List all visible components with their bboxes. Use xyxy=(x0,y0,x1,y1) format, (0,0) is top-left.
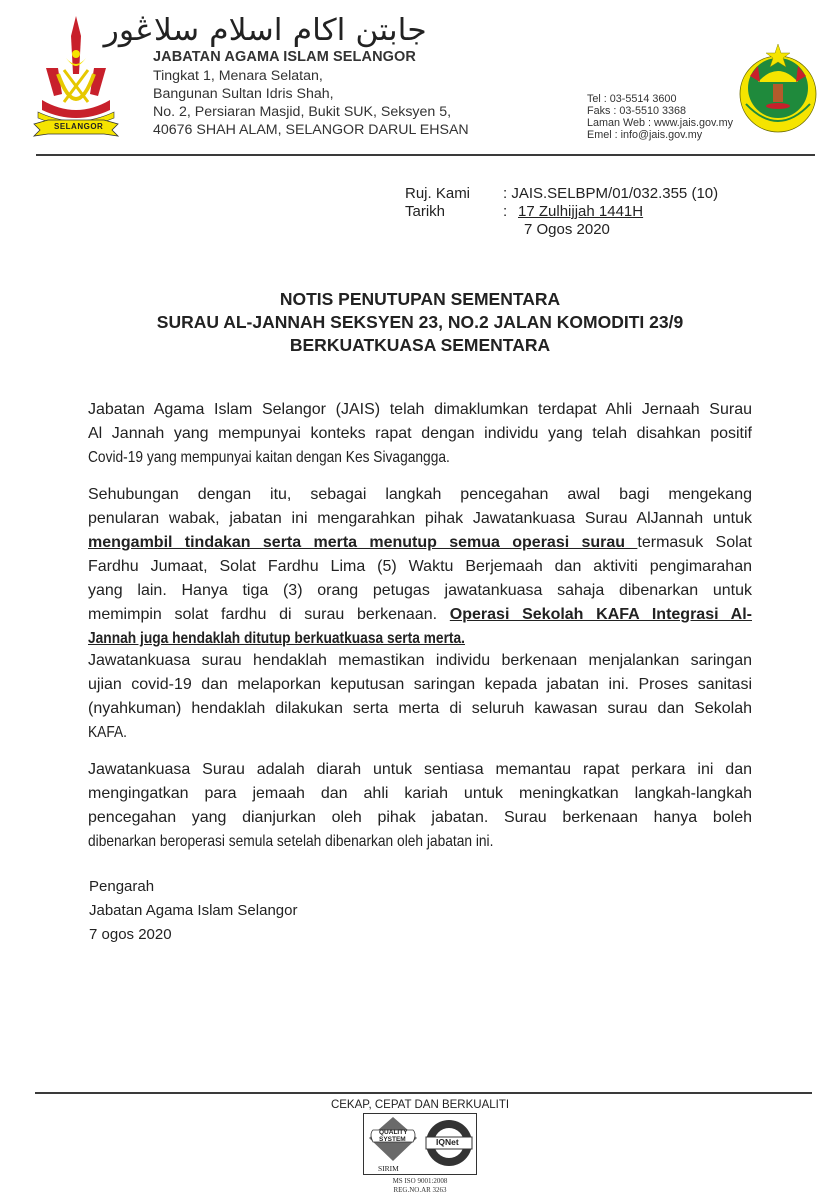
contact-web: Laman Web : www.jais.gov.my xyxy=(587,117,734,129)
registration-number: REG.NO.AR 3263 xyxy=(393,1186,447,1194)
address-line: No. 2, Persiaran Masjid, Bukit SUK, Seksyen 5, xyxy=(153,104,452,120)
contact-fax: Faks : 03-5510 3368 xyxy=(587,105,687,117)
contact-tel: Tel : 03-5514 3600 xyxy=(587,93,677,105)
notice-title: NOTIS PENUTUPAN SEMENTARA xyxy=(279,289,561,309)
jawi-org-name: جابتن اکام اسلام سلاڠور xyxy=(103,13,427,48)
jais-crest-icon xyxy=(728,42,828,134)
signatory-department: Jabatan Agama Islam Selangor xyxy=(89,902,298,919)
paragraph-4-line: pencegahan yang dianjurkan oleh pihak jabatan. Surau berkenaan hanya boleh xyxy=(88,809,752,826)
sirim-quality-icon xyxy=(368,1116,418,1162)
paragraph-4-line: dibenarkan beroperasi semula setelah dibenarkan oleh jabatan ini. xyxy=(88,833,494,850)
address-line: Tingkat 1, Menara Selatan, xyxy=(153,68,323,84)
paragraph-2-line: mengambil tindakan serta merta menutup semua operasi surau termasuk Solat xyxy=(88,534,752,551)
contact-email: Emel : info@jais.gov.my xyxy=(587,129,703,141)
notice-subtitle: SURAU AL-JANNAH SEKSYEN 23, NO.2 JALAN KOMODITI 23/9 xyxy=(156,312,684,332)
org-name: JABATAN AGAMA ISLAM SELANGOR xyxy=(153,49,416,65)
crest-label: SELANGOR xyxy=(54,122,104,131)
address-line: Bangunan Sultan Idris Shah, xyxy=(153,86,334,102)
paragraph-1-line: Covid-19 yang mempunyai kaitan dengan Kes Sivagangga. xyxy=(88,449,450,466)
ruj-label: Ruj. Kami xyxy=(405,185,471,202)
quality-label: QUALITY xyxy=(379,1129,408,1136)
paragraph-1-line: Jabatan Agama Islam Selangor (JAIS) telah dimaklumkan terdapat Ahli Jernaah Surau xyxy=(88,401,752,418)
emphasis-kafa: Operasi Sekolah KAFA Integrasi Al- xyxy=(449,606,752,623)
certification-box xyxy=(363,1113,477,1175)
paragraph-3-line: Jawatankuasa surau hendaklah memastikan individu berkenaan menjalankan saringan xyxy=(88,652,752,669)
paragraph-2-line: memimpin solat fardhu di surau berkenaan. Operasi Sekolah KAFA Integrasi Al- xyxy=(88,606,752,623)
system-label: SYSTEM xyxy=(379,1136,406,1143)
address-line: 40676 SHAH ALAM, SELANGOR DARUL EHSAN xyxy=(153,122,469,138)
notice-subtitle: BERKUATKUASA SEMENTARA xyxy=(289,335,551,355)
ruj-value: : JAIS.SELBPM/01/032.355 (10) xyxy=(503,185,719,202)
paragraph-4-line: Jawatankuasa Surau adalah diarah untuk sentiasa memantau rapat perkara ini dan xyxy=(88,761,752,778)
emphasis-closure: mengambil tindakan serta merta menutup semua operasi surau xyxy=(88,534,638,551)
emphasis-kafa: Jannah juga hendaklah ditutup berkuatkuasa serta merta. xyxy=(88,630,465,647)
tarikh-colon: : xyxy=(503,203,508,220)
footer-divider xyxy=(35,1092,812,1094)
paragraph-4-line: mengingatkan para jemaah dan ahli kariah untuk meningkatkan langkah-langkah xyxy=(88,785,752,802)
header-divider xyxy=(36,154,815,156)
paragraph-2-line xyxy=(88,629,752,649)
paragraph-3-line: ujian covid-19 dan melaporkan keputusan saringan kepada jabatan ini. Proses sanitasi xyxy=(88,676,752,693)
footer-motto: CEKAP, CEPAT DAN BERKUALITI xyxy=(330,1099,510,1111)
paragraph-2-line: Fardhu Jumaat, Solat Fardhu Lima (5) Waktu Berjemaah dan aktiviti pengimarahan xyxy=(88,558,752,575)
iqnet-icon xyxy=(424,1118,474,1168)
paragraph-3-line: (nyahkuman) hendaklah dilakukan serta merta di seluruh kawasan surau dan Sekolah xyxy=(88,700,752,717)
tarikh-label: Tarikh xyxy=(405,203,446,220)
paragraph-2-line: penularan wabak, jabatan ini mengarahkan pihak Jawatankuasa Surau AlJannah untuk xyxy=(88,510,752,527)
tarikh-masihi: 7 Ogos 2020 xyxy=(524,221,610,238)
tarikh-hijri: 17 Zulhijjah 1441H xyxy=(518,203,644,220)
signatory-title: Pengarah xyxy=(89,878,155,895)
signature-date: 7 ogos 2020 xyxy=(89,926,172,943)
paragraph-3-line: KAFA. xyxy=(88,724,128,741)
paragraph-1-line: Al Jannah yang mempunyai konteks rapat dengan individu yang telah disahkan positif xyxy=(88,425,752,442)
paragraph-2-line: Sehubungan dengan itu, sebagai langkah pencegahan awal bagi mengekang xyxy=(88,486,752,503)
iso-standard: MS ISO 9001:2008 xyxy=(392,1177,448,1185)
iqnet-label: IQNet xyxy=(436,1137,459,1147)
sirim-label: SIRIM xyxy=(378,1164,399,1173)
paragraph-2-line: yang lain. Hanya tiga (3) orang petugas jawatankuasa sahaja dibenarkan untuk xyxy=(88,582,752,599)
